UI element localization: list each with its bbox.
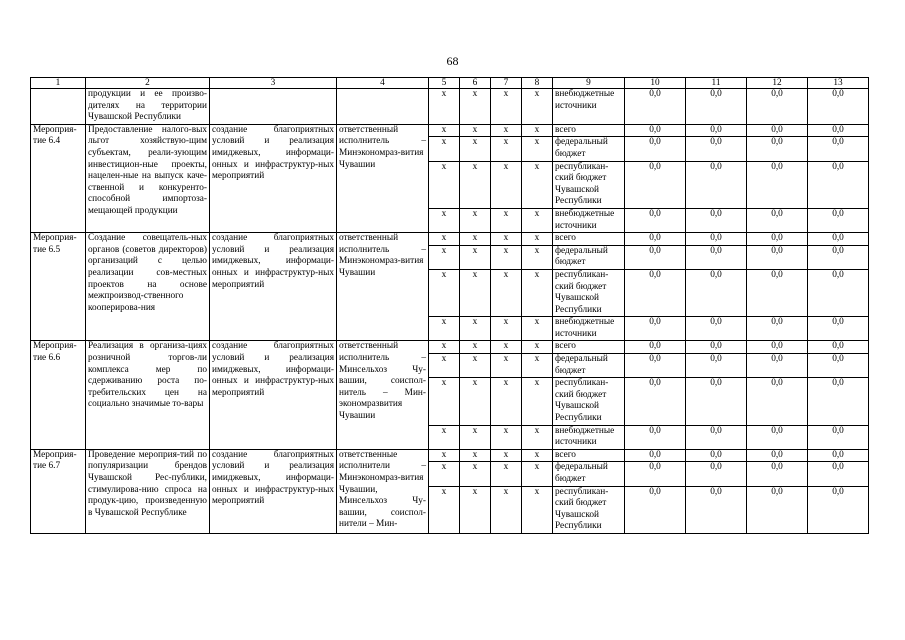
measure-goal: создание благоприятных условий и реализация имиджевых, информаци-онных и инфраструктур-ных мероприятий	[210, 124, 337, 232]
funding-source: федеральный бюджет	[553, 245, 625, 269]
measure-executor: ответственный исполнитель – Минэкономраз-вития Чувашии	[337, 233, 429, 341]
column-number-row	[31, 78, 869, 89]
measure-goal: создание благоприятных условий и реализация имиджевых, информаци-онных и инфраструктур-ных мероприятий	[210, 341, 337, 449]
table-row: Мероприя-тие 6.7 Проведение мероприя-тий по популяризации брендов Чувашской Рес-публики, стимулирова-нию спроса на продук-цию, произведенную в Чувашской Республике создание благоприятных условий и реализация имиджевых, информаци-онных и инфраструктур-ных мероприятий ответственные исполнители – Минэкономраз-вития Чувашии, Минсельхоз Чу-вашии, соиспол-нители – Мин- x x x x всего 0,0 0,0 0,0 0,0	[31, 449, 869, 462]
measure-name: Проведение мероприя-тий по популяризации брендов Чувашской Рес-публики, стимулирова-нию спроса на продук-цию, произведенную в Чувашской Республике	[86, 449, 210, 533]
page-number: 68	[446, 54, 459, 68]
table-row: Мероприя-тие 6.6 Реализация в организа-циях розничной торгов-ли комплекса мер по сдерживанию роста по-требительских цен на социально значимые то-вары создание благоприятных условий и реализация имиджевых, информаци-онных и инфраструктур-ных мероприятий ответственный исполнитель – Минсельхоз Чу-вашии, соиспол-нитель – Мин-экономразвития Чувашии x x x x всего 0,0 0,0 0,0 0,0	[31, 341, 869, 354]
measure-name: Реализация в организа-циях розничной торгов-ли комплекса мер по сдерживанию роста по-требительских цен на социально значимые то-вары	[86, 341, 210, 449]
table-row: x x x x республикан-ский бюджет Чувашской Республики 0,0 0,0 0,0 0,0	[31, 269, 869, 316]
funding-source: внебюджетные источники	[553, 317, 625, 341]
table-row: x x x x внебюджетные источники 0,0 0,0 0,0 0,0	[31, 425, 869, 449]
col-header: 10	[625, 78, 686, 89]
col-header: 9	[553, 78, 625, 89]
col-header: 1	[31, 78, 86, 89]
table-row: x x x x федеральный бюджет 0,0 0,0 0,0 0,0	[31, 354, 869, 378]
funding-source: внебюджетные источники	[553, 208, 625, 232]
table-row: Мероприя-тие 6.5 Создание совещатель-ных органов (советов директоров) организаций с целью реализации сов-местных проектов на основе межпроизвод-ственного кооперирова-ния создание благоприятных условий и реализация имиджевых, информаци-онных и инфраструктур-ных мероприятий ответственный исполнитель – Минэкономраз-вития Чувашии x x x x всего 0,0 0,0 0,0 0,0	[31, 233, 869, 246]
col-header: 4	[337, 78, 429, 89]
measure-code: Мероприя-тие 6.6	[31, 341, 86, 449]
measure-goal: создание благоприятных условий и реализация имиджевых, информаци-онных и инфраструктур-ных мероприятий	[210, 233, 337, 341]
table-row: x x x x внебюджетные источники 0,0 0,0 0,0 0,0	[31, 208, 869, 232]
funding-source: внебюджетные источники	[553, 89, 625, 125]
funding-source: республикан-ский бюджет Чувашской Республики	[553, 378, 625, 425]
measure-executor: ответственный исполнитель – Минэкономраз-вития Чувашии	[337, 124, 429, 232]
table-row: x x x x республикан-ский бюджет Чувашской Республики 0,0 0,0 0,0 0,0	[31, 378, 869, 425]
budget-table	[30, 77, 869, 534]
col-header: 8	[522, 78, 553, 89]
col-header: 12	[747, 78, 808, 89]
table-row: x x x x федеральный бюджет 0,0 0,0 0,0 0,0	[31, 462, 869, 486]
measure-name: Создание совещатель-ных органов (советов директоров) организаций с целью реализации сов-местных проектов на основе межпроизвод-ственного кооперирова-ния	[86, 233, 210, 341]
table-row: x x x x внебюджетные источники 0,0 0,0 0,0 0,0	[31, 317, 869, 341]
col-header: 13	[808, 78, 869, 89]
continuation-text: продукции и ее произво-дителях на территории Чувашской Республики	[86, 89, 210, 125]
funding-source: республикан-ский бюджет Чувашской Республики	[553, 161, 625, 208]
col-header: 3	[210, 78, 337, 89]
table-row: x x x x республикан-ский бюджет Чувашской Республики 0,0 0,0 0,0 0,0	[31, 161, 869, 208]
table-row: Мероприя-тие 6.4 Предоставление налого-вых льгот хозяйствую-щим субъектам, реали-зующим инвестицион-ные проекты, нацелен-ные на выпуск каче-ственной и конкуренто-способной импортоза-мещающей продукции создание благоприятных условий и реализация имиджевых, информаци-онных и инфраструктур-ных мероприятий ответственный исполнитель – Минэкономраз-вития Чувашии x x x x всего 0,0 0,0 0,0 0,0	[31, 124, 869, 137]
col-header: 6	[460, 78, 491, 89]
funding-source: республикан-ский бюджет Чувашской Республики	[553, 269, 625, 316]
measure-code: Мероприя-тие 6.4	[31, 124, 86, 232]
funding-source: федеральный бюджет	[553, 462, 625, 486]
funding-source: всего	[553, 124, 625, 137]
measure-name: Предоставление налого-вых льгот хозяйствую-щим субъектам, реали-зующим инвестицион-ные проекты, нацелен-ные на выпуск каче-ственной и конкуренто-способной импортоза-мещающей продукции	[86, 124, 210, 232]
col-header: 7	[491, 78, 522, 89]
col-header: 2	[86, 78, 210, 89]
table-row: x x x x федеральный бюджет 0,0 0,0 0,0 0,0	[31, 245, 869, 269]
funding-source: всего	[553, 341, 625, 354]
table-row: x x x x республикан-ский бюджет Чувашской Республики 0,0 0,0 0,0 0,0	[31, 486, 869, 533]
measure-executor: ответственный исполнитель – Минсельхоз Чу-вашии, соиспол-нитель – Мин-экономразвития Чувашии	[337, 341, 429, 449]
col-header: 11	[686, 78, 747, 89]
col-header: 5	[429, 78, 460, 89]
measure-code: Мероприя-тие 6.7	[31, 449, 86, 533]
measure-executor: ответственные исполнители – Минэкономраз-вития Чувашии, Минсельхоз Чу-вашии, соиспол-нители – Мин-	[337, 449, 429, 533]
measure-code: Мероприя-тие 6.5	[31, 233, 86, 341]
funding-source: внебюджетные источники	[553, 425, 625, 449]
funding-source: федеральный бюджет	[553, 354, 625, 378]
funding-source: федеральный бюджет	[553, 137, 625, 161]
measure-goal: создание благоприятных условий и реализация имиджевых, информаци-онных и инфраструктур-ных мероприятий	[210, 449, 337, 533]
funding-source: республикан-ский бюджет Чувашской Республики	[553, 486, 625, 533]
funding-source: всего	[553, 449, 625, 462]
table-row: x x x x федеральный бюджет 0,0 0,0 0,0 0,0	[31, 137, 869, 161]
funding-source: всего	[553, 233, 625, 246]
table-row: продукции и ее произво-дителях на территории Чувашской Республики x x x x внебюджетные источники 0,0 0,0 0,0 0,0	[31, 89, 869, 125]
